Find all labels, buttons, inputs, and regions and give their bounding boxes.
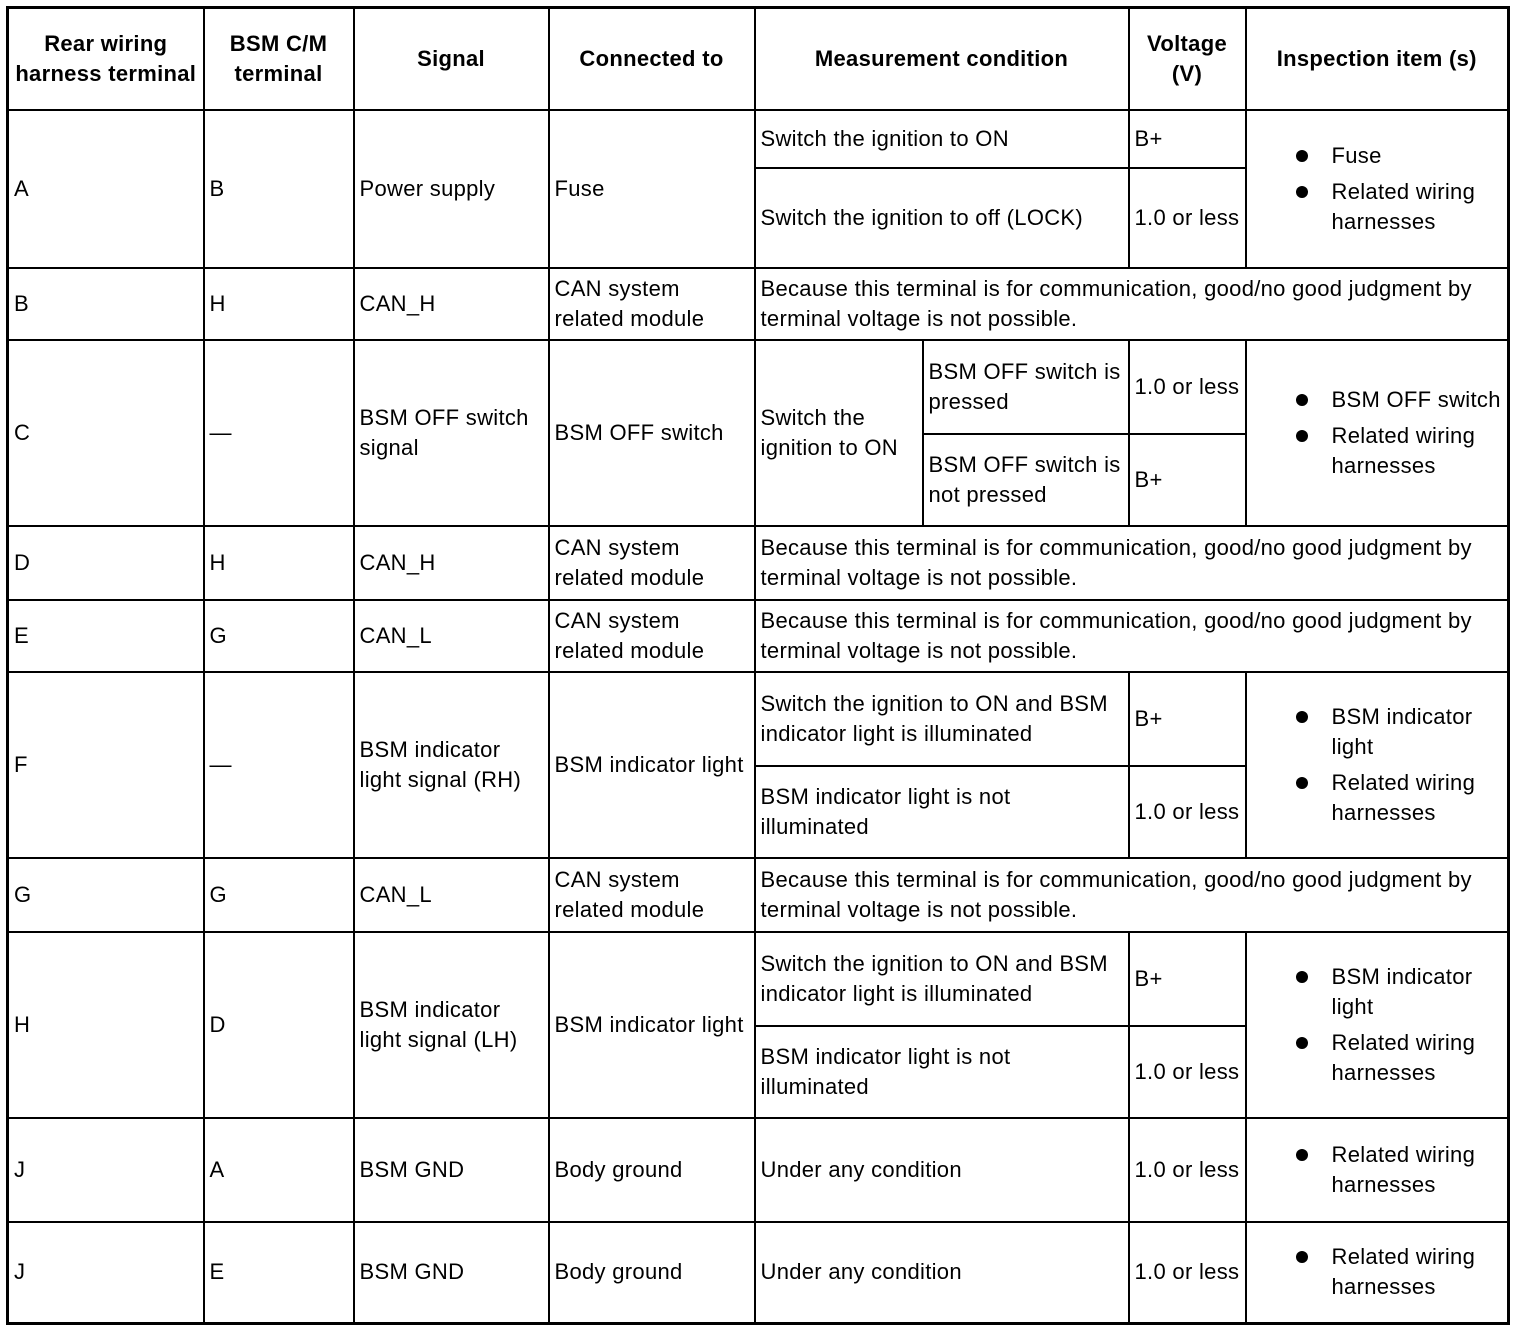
- inspection-item: [1252, 768, 1503, 828]
- communication-note-cell: Because this terminal is for communication, good/no good judgment by terminal voltage is not possible.: [755, 858, 1509, 932]
- inspection-list: [1252, 141, 1503, 237]
- voltage-cell: B+: [1129, 932, 1246, 1026]
- voltage-cell: 1.0 or less: [1129, 1118, 1246, 1222]
- inspection-item: [1252, 421, 1503, 481]
- bsm-terminal-cell: G: [204, 600, 354, 672]
- signal-cell: CAN_H: [354, 268, 549, 340]
- bsm-terminal-cell: E: [204, 1222, 354, 1324]
- rear-terminal-cell: H: [8, 932, 204, 1118]
- signal-cell: CAN_L: [354, 858, 549, 932]
- bsm-terminal-cell: —: [204, 672, 354, 858]
- table-row: [8, 526, 1509, 600]
- voltage-cell: 1.0 or less: [1129, 1026, 1246, 1118]
- table-row: [8, 600, 1509, 672]
- communication-note-cell: Because this terminal is for communication, good/no good judgment by terminal voltage is not possible.: [755, 268, 1509, 340]
- table-row: [8, 268, 1509, 340]
- rear-terminal-cell: E: [8, 600, 204, 672]
- rear-terminal-cell: F: [8, 672, 204, 858]
- bsm-terminal-cell: A: [204, 1118, 354, 1222]
- header-rear-terminal: Rear wiring harness terminal: [8, 8, 204, 110]
- inspection-item: [1252, 962, 1503, 1022]
- header-connected-to: Connected to: [549, 8, 755, 110]
- connected-to-cell: BSM indicator light: [549, 932, 755, 1118]
- signal-cell: BSM GND: [354, 1118, 549, 1222]
- inspection-item-text: BSM OFF switch: [1331, 386, 1501, 412]
- measurement-condition-cell: Under any condition: [755, 1118, 1129, 1222]
- connected-to-cell: CAN system related module: [549, 268, 755, 340]
- measurement-condition-cell: Switch the ignition to ON: [755, 110, 1129, 168]
- measurement-condition-cell: Switch the ignition to ON and BSM indicator light is illuminated: [755, 672, 1129, 766]
- connected-to-cell: Body ground: [549, 1118, 755, 1222]
- inspection-item-text: Related wiring harnesses: [1331, 422, 1476, 478]
- voltage-cell: 1.0 or less: [1129, 340, 1246, 434]
- inspection-item: [1252, 141, 1503, 171]
- rear-terminal-cell: C: [8, 340, 204, 526]
- inspection-item: [1252, 1242, 1503, 1302]
- bsm-terminal-cell: —: [204, 340, 354, 526]
- rear-terminal-cell: J: [8, 1118, 204, 1222]
- measurement-condition-cell: BSM indicator light is not illuminated: [755, 766, 1129, 858]
- inspection-list: [1252, 702, 1503, 828]
- inspection-item-text: BSM indicator light: [1331, 703, 1473, 759]
- connected-to-cell: BSM OFF switch: [549, 340, 755, 526]
- inspection-list: [1252, 1140, 1503, 1200]
- rear-terminal-cell: J: [8, 1222, 204, 1324]
- voltage-cell: B+: [1129, 434, 1246, 526]
- rear-terminal-cell: D: [8, 526, 204, 600]
- table-row: [8, 672, 1509, 766]
- signal-cell: Power supply: [354, 110, 549, 268]
- bsm-terminal-cell: G: [204, 858, 354, 932]
- connected-to-cell: Body ground: [549, 1222, 755, 1324]
- inspection-items-cell: [1246, 110, 1509, 268]
- measurement-group-cell: Switch the ignition to ON: [755, 340, 923, 526]
- voltage-cell: 1.0 or less: [1129, 1222, 1246, 1324]
- bullet-icon: [1296, 430, 1308, 442]
- header-voltage: Voltage (V): [1129, 8, 1246, 110]
- inspection-item-text: Related wiring harnesses: [1331, 1244, 1476, 1300]
- voltage-cell: B+: [1129, 672, 1246, 766]
- bsm-terminal-cell: D: [204, 932, 354, 1118]
- inspection-items-cell: [1246, 340, 1509, 526]
- connected-to-cell: CAN system related module: [549, 858, 755, 932]
- inspection-item: [1252, 1028, 1503, 1088]
- signal-cell: CAN_H: [354, 526, 549, 600]
- connected-to-cell: CAN system related module: [549, 526, 755, 600]
- communication-note-cell: Because this terminal is for communication, good/no good judgment by terminal voltage is not possible.: [755, 526, 1509, 600]
- bsm-terminal-cell: H: [204, 526, 354, 600]
- bullet-icon: [1296, 394, 1308, 406]
- table-row: [8, 858, 1509, 932]
- measurement-condition-cell: BSM indicator light is not illuminated: [755, 1026, 1129, 1118]
- inspection-item-text: Related wiring harnesses: [1331, 1029, 1476, 1085]
- voltage-cell: 1.0 or less: [1129, 766, 1246, 858]
- bullet-icon: [1296, 777, 1308, 789]
- inspection-items-cell: [1246, 1222, 1509, 1324]
- table-row: [8, 110, 1509, 168]
- inspection-items-cell: [1246, 1118, 1509, 1222]
- inspection-item-text: Related wiring harnesses: [1331, 1141, 1476, 1197]
- inspection-item: [1252, 1140, 1503, 1200]
- bullet-icon: [1296, 1149, 1308, 1161]
- terminal-inspection-table: [6, 6, 1510, 1325]
- bullet-icon: [1296, 1037, 1308, 1049]
- connected-to-cell: BSM indicator light: [549, 672, 755, 858]
- inspection-list: [1252, 385, 1503, 481]
- inspection-item-text: Related wiring harnesses: [1331, 178, 1476, 234]
- table-row: [8, 932, 1509, 1026]
- inspection-item-text: BSM indicator light: [1331, 963, 1473, 1019]
- inspection-list: [1252, 1242, 1503, 1302]
- communication-note-cell: Because this terminal is for communication, good/no good judgment by terminal voltage is not possible.: [755, 600, 1509, 672]
- signal-cell: BSM OFF switch signal: [354, 340, 549, 526]
- inspection-item-text: Fuse: [1331, 142, 1382, 168]
- bsm-terminal-cell: B: [204, 110, 354, 268]
- header-measurement-condition: Measurement condition: [755, 8, 1129, 110]
- header-inspection-items: Inspection item (s): [1246, 8, 1509, 110]
- table-row: [8, 1118, 1509, 1222]
- bullet-icon: [1296, 1251, 1308, 1263]
- inspection-items-cell: [1246, 932, 1509, 1118]
- rear-terminal-cell: G: [8, 858, 204, 932]
- bullet-icon: [1296, 150, 1308, 162]
- header-bsm-terminal: BSM C/M terminal: [204, 8, 354, 110]
- table-row: [8, 340, 1509, 434]
- table-row: [8, 1222, 1509, 1324]
- connected-to-cell: Fuse: [549, 110, 755, 268]
- inspection-item: [1252, 177, 1503, 237]
- voltage-cell: 1.0 or less: [1129, 168, 1246, 268]
- inspection-items-cell: [1246, 672, 1509, 858]
- bsm-terminal-cell: H: [204, 268, 354, 340]
- bullet-icon: [1296, 711, 1308, 723]
- measurement-condition-cell: BSM OFF switch is pressed: [923, 340, 1129, 434]
- inspection-item: [1252, 702, 1503, 762]
- measurement-condition-cell: Switch the ignition to off (LOCK): [755, 168, 1129, 268]
- header-row: [8, 8, 1509, 110]
- bullet-icon: [1296, 971, 1308, 983]
- bullet-icon: [1296, 186, 1308, 198]
- voltage-cell: B+: [1129, 110, 1246, 168]
- signal-cell: BSM indicator light signal (RH): [354, 672, 549, 858]
- inspection-item: [1252, 385, 1503, 415]
- signal-cell: BSM GND: [354, 1222, 549, 1324]
- header-signal: Signal: [354, 8, 549, 110]
- rear-terminal-cell: A: [8, 110, 204, 268]
- measurement-condition-cell: Under any condition: [755, 1222, 1129, 1324]
- connected-to-cell: CAN system related module: [549, 600, 755, 672]
- inspection-item-text: Related wiring harnesses: [1331, 769, 1476, 825]
- inspection-list: [1252, 962, 1503, 1088]
- rear-terminal-cell: B: [8, 268, 204, 340]
- signal-cell: CAN_L: [354, 600, 549, 672]
- measurement-condition-cell: BSM OFF switch is not pressed: [923, 434, 1129, 526]
- measurement-condition-cell: Switch the ignition to ON and BSM indicator light is illuminated: [755, 932, 1129, 1026]
- signal-cell: BSM indicator light signal (LH): [354, 932, 549, 1118]
